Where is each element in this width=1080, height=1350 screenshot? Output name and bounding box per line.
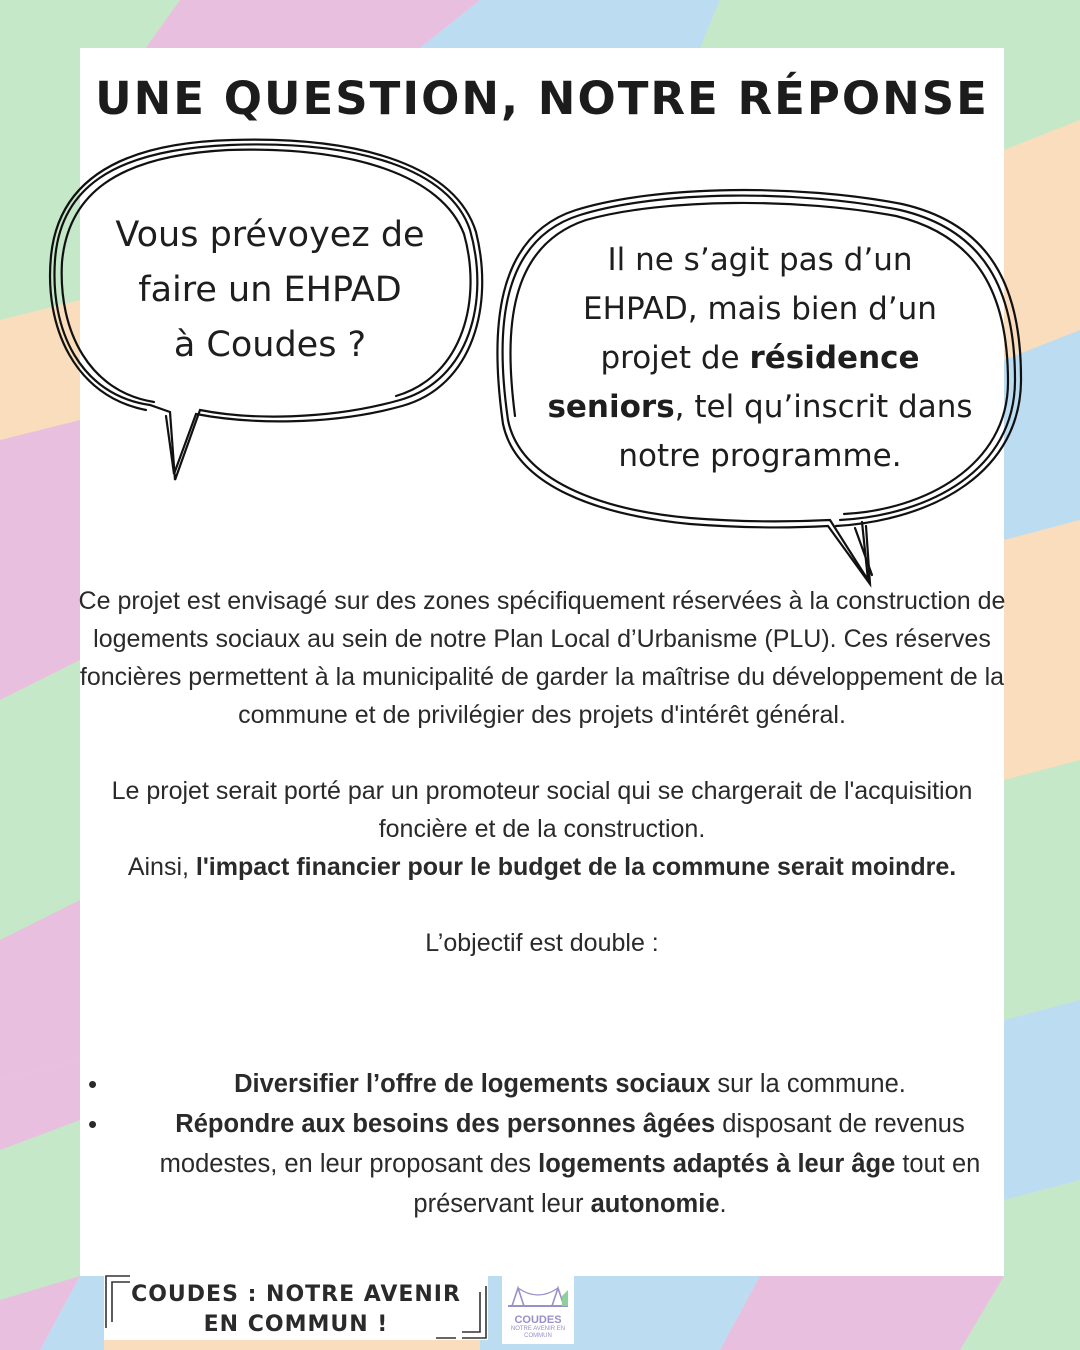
bullet-2-mid-1: disposant de revenus modestes, en leur proposant des bbox=[159, 1110, 965, 1178]
logo-title: COUDES bbox=[514, 1314, 562, 1326]
question-line-3: à Coudes ? bbox=[173, 325, 367, 365]
answer-line-3-pre: projet de bbox=[600, 340, 750, 376]
logo-subtitle: NOTRE AVENIR EN COMMUN bbox=[510, 1326, 566, 1339]
bullet-2-mid-2: tout en préservant leur bbox=[413, 1150, 981, 1218]
page-title: UNE QUESTION, NOTRE RÉPONSE bbox=[95, 72, 989, 125]
answer-line-4-post: , tel qu’inscrit dans bbox=[674, 389, 973, 425]
logo-caption bbox=[502, 1314, 574, 1340]
footer-slogan bbox=[104, 1280, 488, 1340]
bullet-dot-icon: • bbox=[88, 1109, 98, 1139]
answer-line-3-bold: résidence bbox=[749, 340, 920, 376]
bullet-2-bold-1: Répondre aux besoins des personnes âgées bbox=[175, 1110, 716, 1138]
bridge-icon bbox=[502, 1276, 574, 1316]
bullet-2-bold-2: logements adaptés à leur âge bbox=[538, 1150, 896, 1178]
bullet-dot-icon: • bbox=[88, 1069, 98, 1099]
question-line-2: faire un EHPAD bbox=[138, 270, 402, 310]
bullet-2-end: . bbox=[719, 1190, 727, 1218]
body-paragraph-3-bold: l'impact financier pour le budget de la commune serait moindre. bbox=[195, 853, 957, 881]
bullet-2-bold-3: autonomie bbox=[590, 1190, 720, 1218]
footer-line-2: EN COMMUN ! bbox=[203, 1312, 389, 1337]
bullet-1-post: sur la commune. bbox=[710, 1070, 906, 1098]
body-paragraph-4: L’objectif est double : bbox=[425, 929, 659, 957]
answer-line-2: EHPAD, mais bien d’un bbox=[583, 291, 937, 327]
question-line-1: Vous prévoyez de bbox=[115, 215, 425, 255]
answer-line-1: Il ne s’agit pas d’un bbox=[607, 242, 913, 278]
answer-line-4-bold: seniors bbox=[547, 389, 675, 425]
body-paragraph-2: Le projet serait porté par un promoteur social qui se chargerait de l'acquisition foncière et de la construction. bbox=[111, 777, 973, 843]
body-paragraph-1: Ce projet est envisagé sur des zones spécifiquement réservées à la construction de logements sociaux au sein de notre Plan Local d’Urbanisme (PLU). Ces réserves foncières permettent à la municipalité de garder la maîtrise du développement de la commune et de privilégier des projets d'intérêt général. bbox=[78, 587, 1006, 729]
answer-line-5: notre programme. bbox=[618, 438, 902, 474]
body-paragraph-3-pre: Ainsi, bbox=[127, 853, 196, 881]
bullet-1-bold: Diversifier l’offre de logements sociaux bbox=[234, 1070, 711, 1098]
footer-line-1: COUDES : NOTRE AVENIR bbox=[131, 1282, 461, 1307]
